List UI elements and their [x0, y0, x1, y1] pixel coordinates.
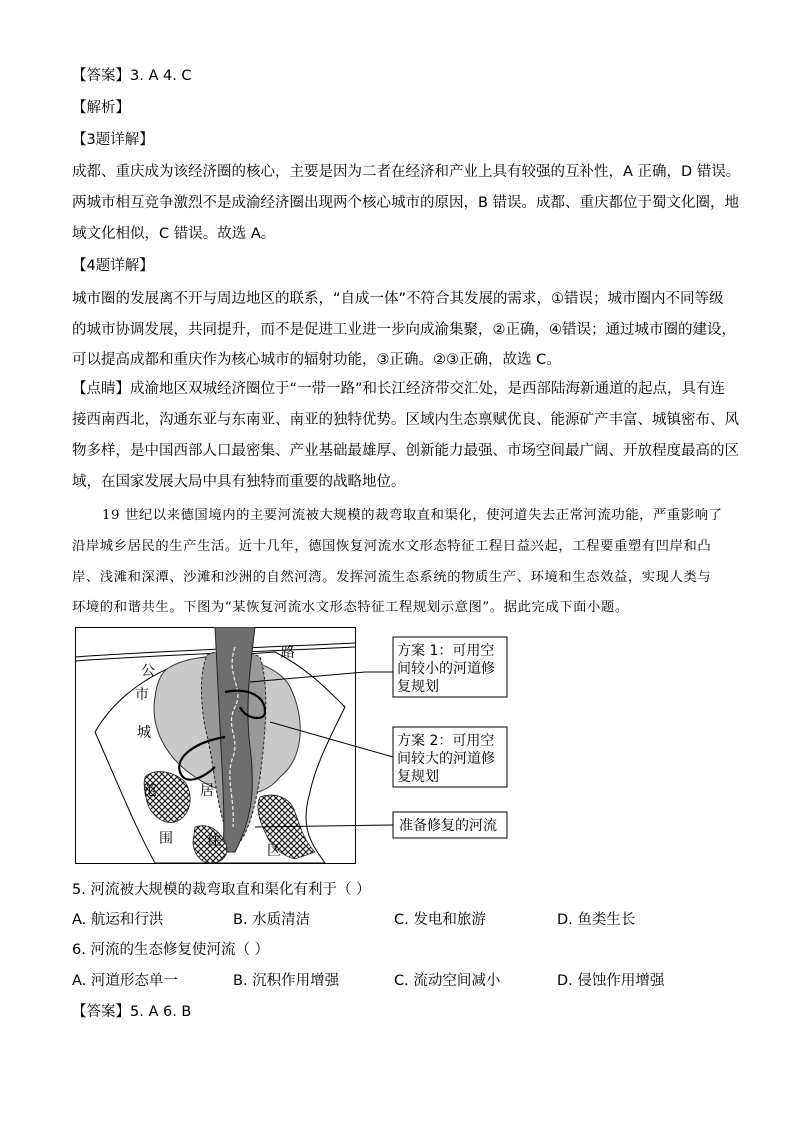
residential-char-1: 居: [200, 783, 214, 799]
city-char-2: 市: [135, 687, 149, 703]
residential-char-3: 区: [267, 843, 281, 859]
city-char-5: 围: [159, 831, 173, 847]
material-line-2: 沿岸城乡居民的生产生活。近十几年，德国恢复河流水文形态特征工程日益兴起，工程要重塑有凹岸和凸: [72, 539, 712, 554]
q4-line-2: 的城市协调发展，共同提升，而不是促进工业进一步向成渝集聚，②正确，④错误；通过城市圈的建设，: [72, 322, 736, 338]
city-char-4: 范: [143, 783, 157, 799]
material-line-3: 岸、浅滩和深潭、沙滩和沙洲的自然河湾。发挥河流生态系统的物质生产、环境和生态效益，实现人类与: [72, 570, 712, 585]
answer-5-6: 【答案】5. A 6. B: [72, 1004, 192, 1020]
material-line-4: 环境的和谐共生。下图为“某恢复河流水文形态特征工程规划示意图”。据此完成下面小题。: [72, 600, 629, 615]
q5-option-c[interactable]: C. 发电和旅游: [394, 912, 486, 928]
q3-line-1: 成都、重庆成为该经济圈的核心，主要是因为二者在经济和产业上具有较强的互补性，A 正确，D 错误。: [72, 164, 741, 180]
city-char-3: 城: [137, 725, 151, 741]
road-label: 路: [281, 645, 295, 661]
q6-option-b[interactable]: B. 沉积作用增强: [233, 973, 340, 989]
plan1-line-1: 方案 1：可用空: [397, 643, 495, 659]
q4-line-3: 可以提高成都和重庆作为核心城市的辐射功能，③正确。②③正确，故选 C。: [72, 352, 561, 368]
q3-line-2: 两城市相互竞争激烈不是成渝经济圈出现两个核心城市的原因，B 错误。成都、重庆都位于蜀文化圈，地: [72, 195, 740, 211]
q6-stem: 6. 河流的生态修复使河流（ ）: [72, 942, 270, 958]
q5-stem: 5. 河流被大规模的裁弯取直和渠化有利于（ ）: [72, 882, 371, 898]
q5-option-b[interactable]: B. 水质清洁: [233, 912, 311, 928]
q4-detail-label: 【4题详解】: [72, 258, 154, 274]
comment-line-4: 域，在国家发展大局中具有独特而重要的战略地位。: [72, 474, 406, 490]
comment-line-3: 物多样，是中国西部人口最密集、产业基础最雄厚、创新能力最强、市场空间最广阔、开放程度最高的区: [72, 443, 739, 459]
answer-3-4: 【答案】3. A 4. C: [72, 68, 192, 84]
q6-option-d[interactable]: D. 侵蚀作用增强: [557, 973, 665, 989]
analysis-label: 【解析】: [72, 100, 130, 116]
river-restoration-map: [75, 627, 515, 867]
q3-detail-label: 【3题详解】: [72, 132, 154, 148]
city-char-1: 公: [141, 663, 155, 679]
material-line-1: 19 世纪以来德国境内的主要河流被大规模的裁弯取直和渠化，使河道失去正常河流功能，严重影响了: [102, 508, 723, 523]
plan2-line-1: 方案 2：可用空: [397, 733, 495, 749]
plan2-line-3: 复规划: [397, 769, 439, 785]
q5-option-a[interactable]: A. 航运和行洪: [72, 912, 164, 928]
river-label: 准备修复的河流: [399, 818, 497, 834]
comment-line-1: 【点睛】成渝地区双城经济圈位于“一带一路”和长江经济带交汇处，是西部陆海新通道的起点，具有连: [72, 381, 726, 397]
q6-option-c[interactable]: C. 流动空间减小: [394, 973, 501, 989]
q3-line-3: 域文化相似，C 错误。故选 A。: [72, 226, 276, 242]
plan1-line-2: 间较小的河道修: [397, 661, 495, 677]
q6-option-a[interactable]: A. 河道形态单一: [72, 973, 178, 989]
comment-line-2: 接西南西北，沟通东亚与东南亚、南亚的独特优势。区域内生态禀赋优良、能源矿产丰富、城镇密布、风: [72, 412, 739, 428]
plan2-line-2: 间较大的河道修: [397, 751, 495, 767]
q4-line-1: 城市圈的发展离不开与周边地区的联系，“自成一体”不符合其发展的需求，①错误；城市圈内不同等级: [72, 291, 724, 307]
q5-option-d[interactable]: D. 鱼类生长: [557, 912, 636, 928]
plan1-line-3: 复规划: [397, 679, 439, 695]
residential-char-2: 住: [207, 833, 221, 849]
